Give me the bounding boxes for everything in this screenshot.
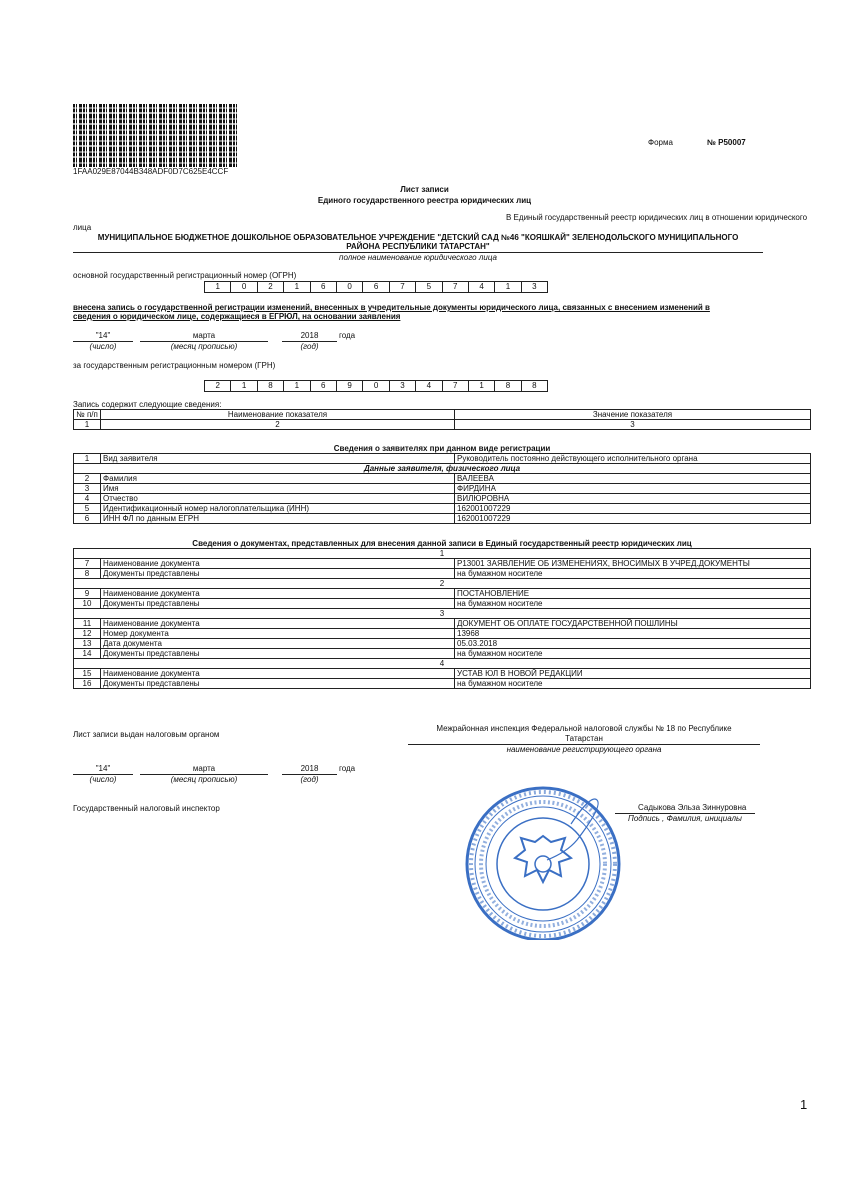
ogrn-digit: 5 <box>415 281 442 293</box>
grn-digit: 6 <box>310 380 337 392</box>
seal-ring <box>475 796 611 932</box>
col-num-header: № п/п <box>74 410 101 420</box>
ogrn-digit: 0 <box>230 281 257 293</box>
row-name: ИНН ФЛ по данным ЕГРН <box>101 514 455 524</box>
table-row <box>74 669 811 679</box>
grn-digit: 9 <box>336 380 363 392</box>
date1-month-caption: (месяц прописью) <box>170 342 238 351</box>
row-num: 6 <box>74 514 101 524</box>
row-value: 13968 <box>455 629 811 639</box>
table-row <box>74 410 811 420</box>
authority-caption: наименование регистрирующего органа <box>506 745 662 754</box>
row-value: 162001007229 <box>455 504 811 514</box>
grn-digit: 1 <box>468 380 495 392</box>
row-num: 3 <box>74 484 101 494</box>
row-value: Р13001 ЗАЯВЛЕНИЕ ОБ ИЗМЕНЕНИЯХ, ВНОСИМЫХ В УЧРЕД.ДОКУМЕНТЫ <box>455 559 811 569</box>
table-row <box>74 420 811 430</box>
documents-table <box>73 535 811 689</box>
grn-digit: 7 <box>442 380 469 392</box>
row-num: 5 <box>74 504 101 514</box>
signer-name: Садыкова Эльза Зиннуровна <box>638 803 747 812</box>
row-value: 162001007229 <box>455 514 811 524</box>
row-name: Дата документа <box>101 639 455 649</box>
row-value: на бумажном носителе <box>455 569 811 579</box>
document-group-label: 3 <box>74 609 811 619</box>
authority-line1: Межрайонная инспекция Федеральной налоговой службы № 18 по Республике <box>436 724 732 733</box>
row-num: 9 <box>74 589 101 599</box>
page-number: 1 <box>800 1097 808 1112</box>
ogrn-digit: 1 <box>283 281 310 293</box>
row-value: Руководитель постоянно действующего исполнительного органа <box>455 454 811 464</box>
date2-year-caption: (год) <box>300 775 319 784</box>
seal-ring <box>497 818 589 910</box>
grn-digit: 8 <box>521 380 548 392</box>
table-row <box>74 514 811 524</box>
row-num: 11 <box>74 619 101 629</box>
row-value: на бумажном носителе <box>455 679 811 689</box>
row-value: ДОКУМЕНТ ОБ ОПЛАТЕ ГОСУДАРСТВЕННОЙ ПОШЛИНЫ <box>455 619 811 629</box>
row-num: 16 <box>74 679 101 689</box>
ogrn-digits <box>205 281 548 293</box>
date2-day: "14" <box>95 764 111 773</box>
record-header-table <box>73 409 811 430</box>
ogrn-digit: 4 <box>468 281 495 293</box>
date1-month: марта <box>192 331 216 340</box>
date1-year: 2018 <box>300 331 319 340</box>
ogrn-digit: 3 <box>521 281 548 293</box>
grn-digit: 1 <box>230 380 257 392</box>
grn-digit: 3 <box>389 380 416 392</box>
ogrn-digit: 7 <box>442 281 469 293</box>
row-num: 2 <box>74 474 101 484</box>
row-value: ВИЛЮРОВНА <box>455 494 811 504</box>
documents-title: Сведения о документах, представленных для внесения данной записи в Единый государственный реестр юридических лиц <box>74 535 811 549</box>
row-name: Наименование документа <box>101 669 455 679</box>
title-line1: Лист записи <box>400 185 449 194</box>
row-value: на бумажном носителе <box>455 649 811 659</box>
date2-month-caption: (месяц прописью) <box>170 775 238 784</box>
barcode <box>73 104 238 167</box>
applicants-title: Сведения о заявителях при данном виде регистрации <box>74 440 811 454</box>
ogrn-label: основной государственный регистрационный номер (ОГРН) <box>73 271 297 280</box>
ogrn-digit: 0 <box>336 281 363 293</box>
row-num: 14 <box>74 649 101 659</box>
table-row <box>74 454 811 464</box>
title-line2: Единого государственного реестра юридических лиц <box>317 196 532 205</box>
row-num: 15 <box>74 669 101 679</box>
row-name: Имя <box>101 484 455 494</box>
row-name: Наименование документа <box>101 559 455 569</box>
row-name: Документы представлены <box>101 649 455 659</box>
row-name: Документы представлены <box>101 599 455 609</box>
row-value: ВАЛЕЕВА <box>455 474 811 484</box>
table-row <box>74 649 811 659</box>
authority-line2: Татарстан <box>565 734 603 743</box>
col-index: 1 <box>74 420 101 430</box>
table-row <box>74 569 811 579</box>
col-name-header: Наименование показателя <box>101 410 455 420</box>
document-group-label: 1 <box>74 549 811 559</box>
table-row <box>74 619 811 629</box>
grn-digit: 2 <box>204 380 231 392</box>
row-name: Фамилия <box>101 474 455 484</box>
grn-digits <box>205 380 548 392</box>
table-row <box>74 494 811 504</box>
table-row <box>74 589 811 599</box>
issued-label: Лист записи выдан налоговым органом <box>73 730 220 739</box>
row-value: ПОСТАНОВЛЕНИЕ <box>455 589 811 599</box>
seal-ring <box>486 807 600 921</box>
org-name-line2: РАЙОНА РЕСПУБЛИКИ ТАТАРСТАН" <box>346 242 490 251</box>
table-row <box>74 484 811 494</box>
row-value: УСТАВ ЮЛ В НОВОЙ РЕДАКЦИИ <box>455 669 811 679</box>
signer-caption: Подпись , Фамилия, инициалы <box>628 814 742 823</box>
row-name: Документы представлены <box>101 569 455 579</box>
row-name: Идентификационный номер налогоплательщика (ИНН) <box>101 504 455 514</box>
ogrn-digit: 7 <box>389 281 416 293</box>
intro-text-cont: лица <box>73 223 92 232</box>
date2-year: 2018 <box>300 764 319 773</box>
emblem-shield <box>535 856 551 872</box>
row-num: 4 <box>74 494 101 504</box>
row-name: Наименование документа <box>101 589 455 599</box>
table-row <box>74 474 811 484</box>
row-value: на бумажном носителе <box>455 599 811 609</box>
date1-day: "14" <box>95 331 111 340</box>
row-num: 8 <box>74 569 101 579</box>
date1-year-suffix: года <box>339 331 356 340</box>
document-group-label: 4 <box>74 659 811 669</box>
col-index: 2 <box>101 420 455 430</box>
seal-text-ring <box>481 802 605 926</box>
ogrn-digit: 1 <box>204 281 231 293</box>
barcode-text: 1FAA029E87044B348ADF0D7C625E4CCF <box>73 167 229 176</box>
record-intro: Запись содержит следующие сведения: <box>73 400 222 409</box>
date2-month: марта <box>192 764 216 773</box>
col-index: 3 <box>455 420 811 430</box>
document-group-label: 2 <box>74 579 811 589</box>
inspector-label: Государственный налоговый инспектор <box>73 804 220 813</box>
row-name: Номер документа <box>101 629 455 639</box>
table-row <box>74 504 811 514</box>
form-number: № Р50007 <box>707 138 746 147</box>
row-num: 7 <box>74 559 101 569</box>
row-name: Вид заявителя <box>101 454 455 464</box>
official-seal <box>453 784 633 940</box>
org-name-line1: МУНИЦИПАЛЬНОЕ БЮДЖЕТНОЕ ДОШКОЛЬНОЕ ОБРАЗОВАТЕЛЬНОЕ УЧРЕЖДЕНИЕ "ДЕТСКИЙ САД №46 "КОЯШКАЙ" ЗЕЛЕНОДОЛЬСКОГО МУНИЦИПАЛЬНОГО <box>97 233 739 242</box>
ogrn-digit: 1 <box>494 281 521 293</box>
intro-text: В Единый государственный реестр юридических лиц в отношении юридического <box>506 213 808 222</box>
grn-digit: 8 <box>257 380 284 392</box>
entry-line2: сведения о юридическом лице, содержащиеся в ЕГРЮЛ, на основании заявления <box>73 312 401 321</box>
table-row <box>74 639 811 649</box>
row-num: 1 <box>74 454 101 464</box>
col-value-header: Значение показателя <box>455 410 811 420</box>
row-name: Наименование документа <box>101 619 455 629</box>
eagle-emblem-icon <box>515 836 571 882</box>
form-label: Форма <box>648 138 673 147</box>
date2-year-suffix: года <box>339 764 356 773</box>
ogrn-digit: 6 <box>310 281 337 293</box>
row-name: Документы представлены <box>101 679 455 689</box>
date1-year-caption: (год) <box>300 342 319 351</box>
applicant-subheader: Данные заявителя, физического лица <box>74 464 811 474</box>
ogrn-digit: 6 <box>362 281 389 293</box>
grn-digit: 0 <box>362 380 389 392</box>
row-name: Отчество <box>101 494 455 504</box>
row-value: ФИРДИНА <box>455 484 811 494</box>
seal-text-ring <box>471 792 615 936</box>
grn-digit: 4 <box>415 380 442 392</box>
table-row <box>74 629 811 639</box>
table-row <box>74 599 811 609</box>
grn-digit: 8 <box>494 380 521 392</box>
grn-digit: 1 <box>283 380 310 392</box>
row-num: 12 <box>74 629 101 639</box>
date1-day-caption: (число) <box>89 342 117 351</box>
row-value: 05.03.2018 <box>455 639 811 649</box>
grn-label: за государственным регистрационным номером (ГРН) <box>73 361 276 370</box>
applicants-table <box>73 440 811 524</box>
table-row <box>74 679 811 689</box>
entry-line1: внесена запись о государственной регистрации изменений, внесенных в учредительные документы юридического лица, связанных с внесением изменений в <box>73 303 710 312</box>
org-name-caption: полное наименование юридического лица <box>339 253 497 262</box>
row-num: 13 <box>74 639 101 649</box>
table-row <box>74 559 811 569</box>
row-num: 10 <box>74 599 101 609</box>
date2-day-caption: (число) <box>89 775 117 784</box>
ogrn-digit: 2 <box>257 281 284 293</box>
